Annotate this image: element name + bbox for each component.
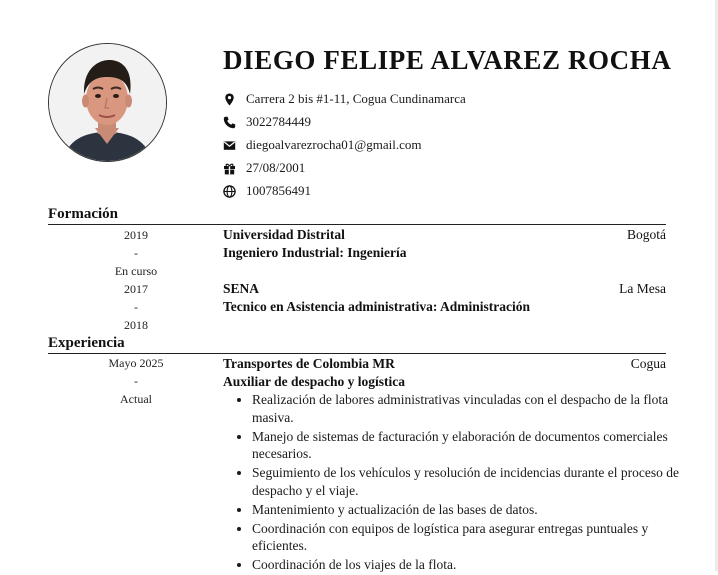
experience-divider (48, 353, 666, 354)
education-2-institution: SENA (223, 281, 260, 296)
education-2-degree: Tecnico en Asistencia administrativa: Administración (223, 299, 531, 314)
experience-1-location: Cogua (630, 356, 666, 371)
experience-1-duty: • Mantenimiento y actualización de las bases de datos. (252, 501, 692, 519)
contact-birthdate (223, 160, 305, 176)
experience-1-company: Transportes de Colombia MR (223, 356, 395, 371)
contact-address (223, 91, 466, 107)
education-1-date-end: En curso (114, 264, 158, 278)
education-2-date-start: 2017 (124, 282, 148, 296)
envelope-icon (223, 139, 236, 152)
experience-1-date-end: Actual (120, 392, 152, 406)
experience-1-duty: • Coordinación con equipos de logística para asegurar entregas puntuales y eficientes. (252, 520, 692, 555)
education-1-degree: Ingeniero Industrial: Ingeniería (223, 245, 407, 260)
education-1-date-start: 2019 (124, 228, 148, 242)
contact-phone-text: 3022784449 (246, 114, 311, 129)
experience-1-duty: • Coordinación de los viajes de la flota. (252, 556, 692, 574)
experience-1-date-separator: - (134, 374, 138, 388)
experience-1-duties-list (233, 391, 692, 575)
candidate-name: DIEGO FELIPE ALVAREZ ROCHA (223, 45, 672, 75)
profile-photo (48, 43, 167, 162)
profile-photo-illustration (49, 44, 166, 161)
contact-id (223, 183, 311, 199)
experience-1-duty: • Manejo de sistemas de facturación y elaboración de documentos comerciales necesarios. (252, 428, 692, 463)
education-1-institution: Universidad Distrital (223, 227, 345, 242)
experience-section-title: Experiencia (48, 335, 125, 351)
experience-1-role: Auxiliar de despacho y logística (223, 374, 406, 389)
education-divider (48, 224, 666, 225)
contact-email-text: diegoalvarezrocha01@gmail.com (246, 137, 422, 152)
experience-1-duty: • Seguimiento de los vehículos y resolución de incidencias durante el proceso de despacho y el viaje. (252, 464, 692, 499)
experience-1-date-start: Mayo 2025 (108, 356, 164, 370)
education-2-date-end: 2018 (124, 318, 148, 332)
contact-address-text: Carrera 2 bis #1-11, Cogua Cundinamarca (246, 91, 466, 106)
gift-icon (223, 162, 236, 175)
education-section-title: Formación (48, 206, 118, 222)
contact-id-text: 1007856491 (246, 183, 311, 198)
contact-phone (223, 114, 311, 130)
location-pin-icon (223, 93, 236, 106)
contact-email (223, 137, 421, 153)
contact-birthdate-text: 27/08/2001 (246, 160, 306, 175)
experience-1-duty: • Realización de labores administrativas vinculadas con el despacho de la flota masiva. (252, 391, 692, 426)
education-1-location: Bogotá (627, 227, 666, 242)
globe-icon (223, 185, 236, 198)
phone-icon (223, 116, 236, 129)
education-2-date-separator: - (134, 300, 138, 314)
education-2-location: La Mesa (619, 281, 666, 296)
education-1-date-separator: - (134, 246, 138, 260)
